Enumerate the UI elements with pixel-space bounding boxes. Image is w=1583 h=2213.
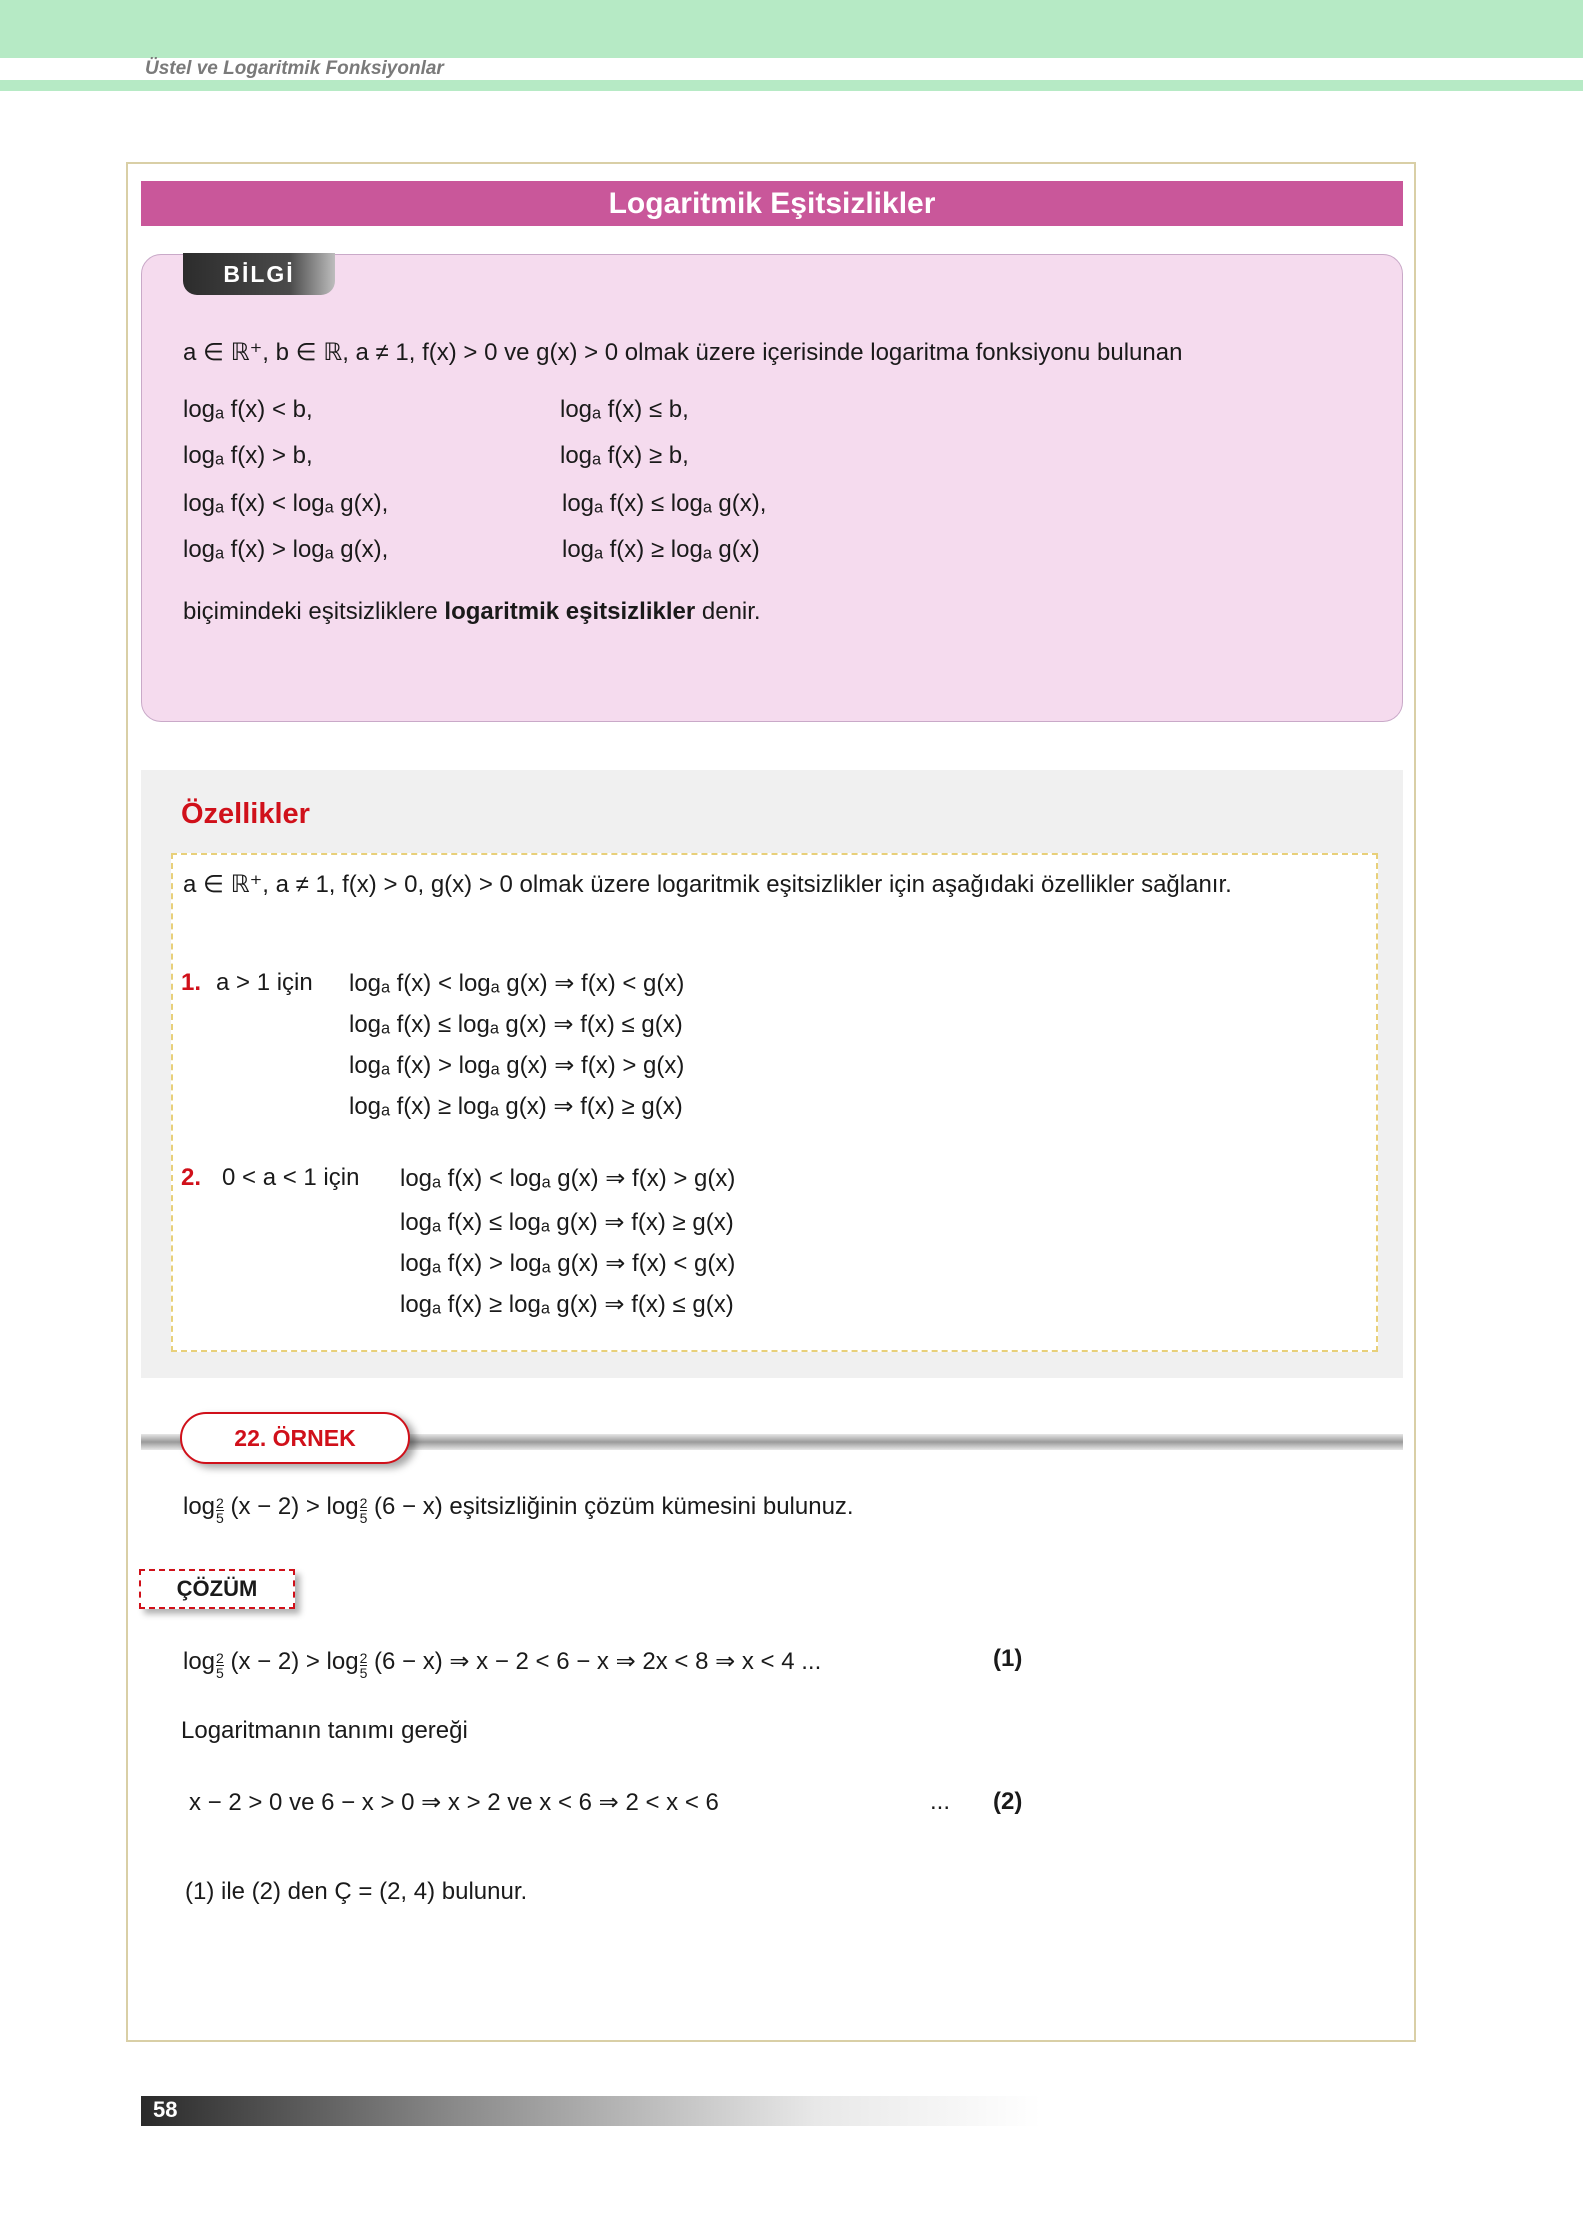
example-question bbox=[183, 1490, 854, 1525]
example-badge: 22. ÖRNEK bbox=[180, 1412, 410, 1464]
fraction-numerator: 2 bbox=[359, 1650, 368, 1666]
info-closing bbox=[183, 598, 761, 626]
solution-domain-text: Logaritmanın tanımı gereği bbox=[181, 1717, 468, 1744]
info-right-1: logₐ f(x) ≤ b, bbox=[560, 396, 689, 423]
properties-title: Özellikler bbox=[181, 798, 310, 830]
log-label: log bbox=[326, 1647, 359, 1675]
info-right-4: logₐ f(x) ≥ logₐ g(x) bbox=[562, 536, 760, 563]
header-rule bbox=[0, 80, 1583, 91]
case2-rule-2: logₐ f(x) ≤ logₐ g(x) ⇒ f(x) ≥ g(x) bbox=[400, 1209, 734, 1236]
solution-step-2: x − 2 > 0 ve 6 − x > 0 ⇒ x > 2 ve x < 6 ⇒ 2 < x < 6 bbox=[189, 1789, 719, 1816]
section-title: Logaritmik Eşitsizlikler bbox=[141, 181, 1403, 226]
info-right-3: logₐ f(x) ≤ logₐ g(x), bbox=[562, 490, 767, 517]
log-label: log bbox=[183, 1647, 216, 1675]
solution-ref-2: (2) bbox=[993, 1788, 1023, 1815]
info-label: BİLGİ bbox=[183, 253, 335, 295]
log-label: log bbox=[326, 1492, 359, 1520]
fraction-numerator: 2 bbox=[216, 1650, 224, 1666]
log-base-fraction bbox=[216, 1651, 224, 1680]
log-base-fraction bbox=[360, 1651, 368, 1680]
properties-intro: a ∈ ℝ⁺, a ≠ 1, f(x) > 0, g(x) > 0 olmak üzere logaritmik eşitsizlikler için aşağıdaki özellikler sağlanır. bbox=[183, 871, 1232, 898]
case2-rule-4: logₐ f(x) ≥ logₐ g(x) ⇒ f(x) ≤ g(x) bbox=[400, 1291, 734, 1318]
case1-rule-2: logₐ f(x) ≤ logₐ g(x) ⇒ f(x) ≤ g(x) bbox=[349, 1011, 683, 1038]
info-closing-post: denir. bbox=[695, 598, 761, 625]
case1-number: 1. bbox=[181, 969, 202, 996]
fraction-denominator: 5 bbox=[216, 1665, 224, 1681]
case2-number: 2. bbox=[181, 1164, 202, 1191]
fraction-denominator: 5 bbox=[359, 1510, 368, 1526]
solution-badge: ÇÖZÜM bbox=[139, 1569, 295, 1609]
solution-arg-1: (x − 2) > bbox=[230, 1647, 320, 1675]
page-number: 58 bbox=[153, 2097, 178, 2122]
example-arg-1: (x − 2) > bbox=[230, 1492, 320, 1520]
case1-rule-1: logₐ f(x) < logₐ g(x) ⇒ f(x) < g(x) bbox=[349, 970, 685, 997]
example-question-tail: eşitsizliğinin çözüm kümesini bulunuz. bbox=[449, 1492, 854, 1520]
solution-step-2-dots: ... bbox=[930, 1788, 951, 1815]
solution-conclusion: (1) ile (2) den Ç = (2, 4) bulunur. bbox=[185, 1878, 528, 1905]
log-base-fraction bbox=[360, 1496, 368, 1525]
case2-condition: 0 < a < 1 için bbox=[222, 1164, 360, 1191]
info-closing-pre: biçimindeki eşitsizliklere bbox=[183, 598, 445, 625]
info-intro: a ∈ ℝ⁺, b ∈ ℝ, a ≠ 1, f(x) > 0 ve g(x) > 0 olmak üzere içerisinde logaritma fonksiyonu bulunan bbox=[183, 339, 1183, 366]
case2-rule-3: logₐ f(x) > logₐ g(x) ⇒ f(x) < g(x) bbox=[400, 1250, 736, 1277]
example-arg-2: (6 − x) bbox=[374, 1492, 443, 1520]
fraction-denominator: 5 bbox=[216, 1510, 224, 1526]
fraction-denominator: 5 bbox=[359, 1665, 368, 1681]
fraction-numerator: 2 bbox=[359, 1495, 368, 1511]
top-color-band bbox=[0, 0, 1583, 58]
solution-step-1-tail: ⇒ x − 2 < 6 − x ⇒ 2x < 8 ⇒ x < 4 ... bbox=[449, 1647, 822, 1675]
info-box bbox=[141, 254, 1403, 722]
case1-rule-3: logₐ f(x) > logₐ g(x) ⇒ f(x) > g(x) bbox=[349, 1052, 685, 1079]
log-label: log bbox=[183, 1492, 216, 1520]
case2-rule-1: logₐ f(x) < logₐ g(x) ⇒ f(x) > g(x) bbox=[400, 1165, 736, 1192]
fraction-numerator: 2 bbox=[216, 1495, 224, 1511]
solution-arg-2: (6 − x) bbox=[374, 1647, 443, 1675]
info-closing-term: logaritmik eşitsizlikler bbox=[444, 598, 696, 625]
running-header: Üstel ve Logaritmik Fonksiyonlar bbox=[145, 58, 444, 79]
solution-step-1 bbox=[183, 1645, 821, 1680]
info-left-1: logₐ f(x) < b, bbox=[183, 396, 313, 423]
info-left-2: logₐ f(x) > b, bbox=[183, 442, 313, 469]
info-left-4: logₐ f(x) > logₐ g(x), bbox=[183, 536, 389, 563]
footer-bar bbox=[141, 2096, 1041, 2126]
log-base-fraction bbox=[216, 1496, 224, 1525]
info-right-2: logₐ f(x) ≥ b, bbox=[560, 442, 689, 469]
case1-rule-4: logₐ f(x) ≥ logₐ g(x) ⇒ f(x) ≥ g(x) bbox=[349, 1093, 683, 1120]
solution-ref-1: (1) bbox=[993, 1645, 1023, 1672]
case1-condition: a > 1 için bbox=[216, 969, 313, 996]
info-left-3: logₐ f(x) < logₐ g(x), bbox=[183, 490, 389, 517]
